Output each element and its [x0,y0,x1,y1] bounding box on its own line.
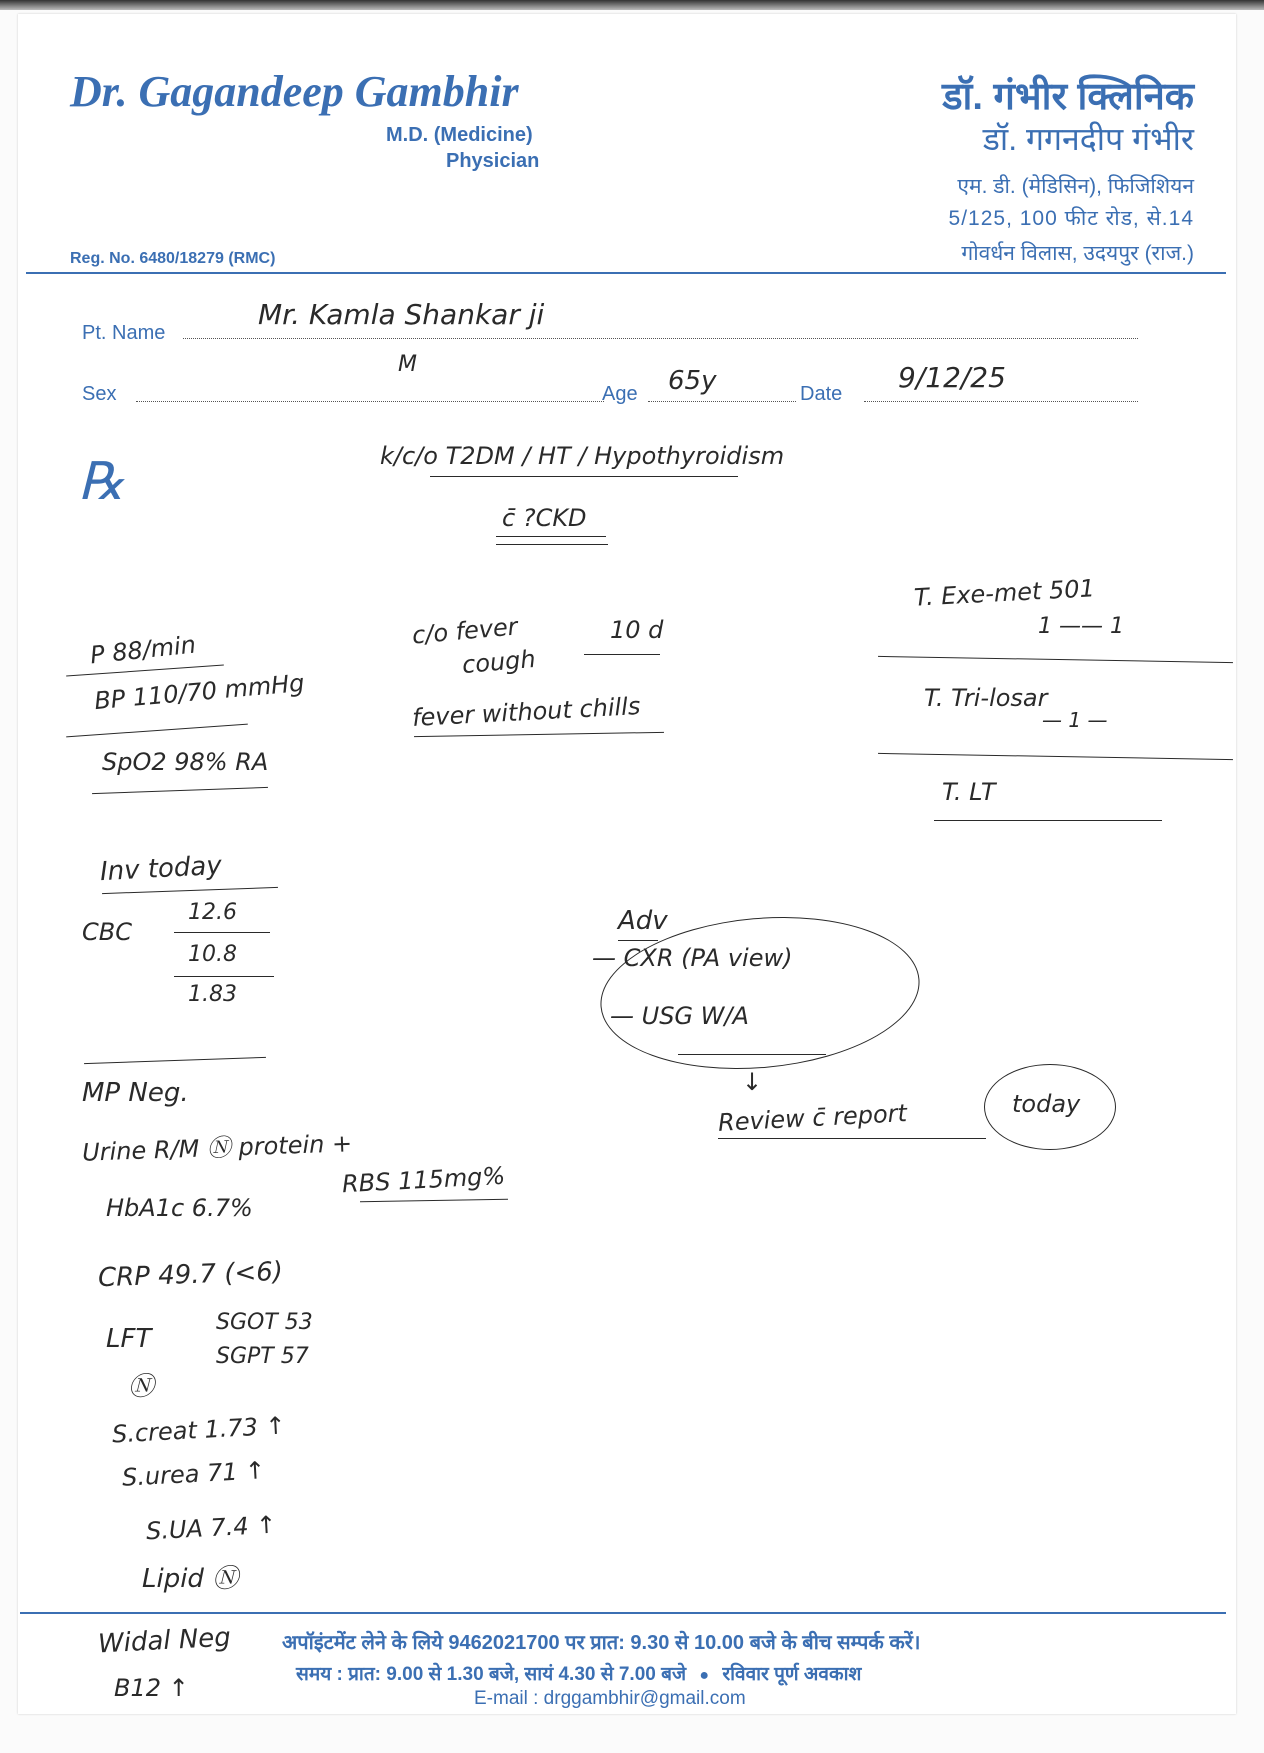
s-urea-result: S.urea 71 ↑ [121,1456,266,1492]
sgpt-result: SGPT 57 [216,1344,309,1369]
med-2-dose: — 1 — [1042,708,1108,732]
date-value: 9/12/25 [898,361,1006,394]
age-value: 65y [668,366,717,396]
review-note: Review c̄ report [717,1099,908,1137]
diagnosis: k/c/o T2DM / HT / Hypothyroidism [380,442,785,470]
degree-hindi: एम. डी. (मेडिसिन), फिजिशियन [957,175,1194,198]
doctor-name-english: Dr. Gagandeep Gambhir [70,67,519,116]
vital-spo2-underline [92,787,268,794]
review-underline [718,1138,986,1139]
pt-name-label: Pt. Name [82,322,166,344]
s-creat-result: S.creat 1.73 ↑ [111,1411,287,1449]
lft-normal: Ⓝ [128,1372,155,1402]
sex-value: M [398,352,417,377]
doctor-name-hindi: डॉ. गगनदीप गंभीर [982,121,1194,157]
clinic-name-hindi: डॉ. गंभीर क्लिनिक [942,76,1194,118]
lipid-result: Lipid Ⓝ [142,1564,239,1594]
advice-cxr: — CXR (PA view) [592,944,793,972]
footer-email: E-mail : drggambhir@gmail.com [474,1688,746,1709]
vital-pulse-underline [66,664,224,676]
b12-result: B12 ↑ [114,1674,189,1702]
fever-without-chills: fever without chills [411,692,642,732]
cbc-label: CBC [82,918,132,946]
sex-line [136,401,604,402]
widal-result: Widal Neg [97,1622,232,1660]
prescription-sheet [18,14,1236,1714]
bullet-dot-icon: ● [699,1667,710,1684]
header-divider [26,272,1226,274]
registration-number: Reg. No. 6480/18279 (RMC) [70,250,276,267]
vital-spo2: SpO2 98% RA [102,748,269,776]
footer-timing [296,1660,861,1686]
sunday-holiday: रविवार पूर्ण अवकाश [722,1664,862,1685]
ckd-underline-1 [496,536,606,537]
inv-today-underline [102,887,278,894]
med-1-name: T. Exe-met 501 [913,574,1096,612]
pt-name-value: Mr. Kamla Shankar ji [258,298,545,331]
rbs-result: RBS 115mg% [341,1161,506,1199]
cbc-bottom-line [84,1057,266,1064]
med-3-underline [934,820,1162,821]
complaint-cough: cough [460,644,537,680]
cbc-line-1 [174,932,270,933]
lft-label: LFT [106,1324,152,1354]
advice-label-underline [618,940,658,941]
cbc-line-2 [174,976,274,977]
role-english: Physician [446,150,540,172]
age-label: Age [602,383,638,405]
diagnosis-underline [430,476,738,477]
vital-bp-underline [66,724,248,738]
address-line-2: गोवर्धन विलास, उदयपुर (राज.) [961,242,1194,265]
fever-note-underline [414,732,664,737]
med-1-dose: 1 —— 1 [1038,614,1124,639]
age-line [648,401,796,402]
urine-result: Urine R/M Ⓝ protein + [81,1129,353,1167]
advice-label: Adv [618,906,668,936]
med-1-divider [878,656,1233,663]
date-label: Date [800,383,843,405]
inv-today: Inv today [99,850,223,888]
cbc-hb: 12.6 [188,900,237,925]
address-line-1: 5/125, 100 फीट रोड, से.14 [948,207,1194,230]
sex-label: Sex [82,383,117,405]
vital-bp: BP 110/70 mmHg [93,668,306,716]
med-2-divider [878,753,1233,760]
crp-result: CRP 49.7 (<6) [97,1256,284,1294]
med-2-name: T. Tri-losar [924,684,1048,712]
degree-english: M.D. (Medicine) [386,124,533,146]
vital-pulse: P 88/min [88,630,198,670]
pt-name-line [183,338,1138,339]
today-note: today [1012,1090,1081,1118]
rx-symbol: ℞ [78,454,125,511]
med-3-name: T. LT [942,778,996,806]
advice-underline [678,1054,826,1055]
ckd-note: c̄ ?CKD [502,504,587,532]
hba1c-result: HbA1c 6.7% [106,1194,253,1222]
scan-top-edge [0,0,1264,10]
s-ua-result: S.UA 7.4 ↑ [145,1510,278,1546]
sgot-result: SGOT 53 [216,1310,313,1335]
cbc-plt: 1.83 [188,982,237,1007]
complaint-duration: 10 d [610,616,664,644]
duration-bracket [584,654,660,655]
cbc-tlc: 10.8 [188,942,237,967]
complaint-fever: c/o fever [410,612,519,650]
ckd-underline-2 [496,544,608,545]
advice-arrow: ↓ [742,1068,763,1096]
footer-divider [20,1612,1226,1614]
footer-appointment: अपॉइंटमेंट लेने के लिये 9462021700 पर प्रात: 9.30 से 10.00 बजे के बीच सम्पर्क करें। [282,1632,921,1654]
mp-result: MP Neg. [82,1078,189,1108]
advice-usg: — USG W/A [610,1002,749,1030]
date-line [864,401,1138,402]
rbs-underline [360,1199,508,1203]
timing-text: समय : प्रात: 9.00 से 1.30 बजे, सायं 4.30 से 7.00 बजे [296,1664,687,1685]
